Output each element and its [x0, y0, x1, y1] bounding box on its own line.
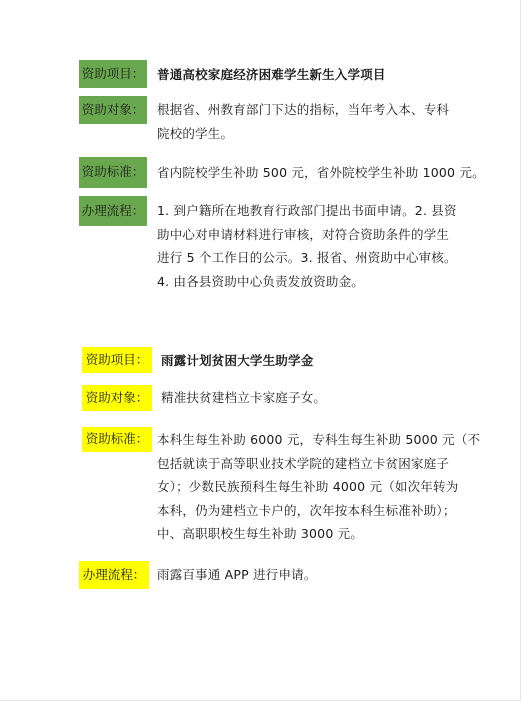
section1-target-line: 根据省、州教育部门下达的指标，当年考入本、专科 — [157, 102, 450, 117]
section2-process-label: 办理流程： — [79, 561, 149, 589]
section1-target-text — [157, 98, 449, 145]
section2-target-label: 资助对象： — [82, 385, 152, 411]
section1-project-label: 资助项目： — [79, 60, 147, 88]
section2-standard-label: 资助标准： — [82, 427, 152, 452]
section2-target-text: 精准扶贫建档立卡家庭子女。 — [161, 390, 327, 405]
section1-target-line: 院校的学生。 — [157, 125, 234, 141]
section1-process-text — [157, 199, 457, 293]
section1-project-name: 普通高校家庭经济困难学生新生入学项目 — [157, 67, 386, 82]
section2-standard-line: 女）；少数民族预科生每生补助 4000 元（如次年转为 — [157, 479, 459, 494]
section1-process-line: 1. 到户籍所在地教育行政部门提出书面申请。2. 县资 — [157, 203, 457, 218]
section2-project-label: 资助项目： — [82, 347, 152, 373]
section1-process-line: 助中心对申请材料进行审核，对符合资助条件的学生 — [157, 226, 450, 242]
section1-target-label: 资助对象： — [79, 96, 147, 124]
section2-standard-line: 包括就读于高等职业技术学院的建档立卡贫困家庭子 — [157, 455, 450, 471]
section1-process-label: 办理流程： — [79, 196, 147, 226]
section2-standard-text — [157, 428, 480, 546]
section1-process-line: 进行 5 个工作日的公示。3. 报省、州资助中心审核。 — [157, 250, 457, 265]
section2-project-name: 雨露计划贫困大学生助学金 — [161, 353, 314, 368]
section2-standard-line: 中、高职职校生每生补助 3000 元。 — [157, 526, 364, 541]
section1-standard-label: 资助标准： — [79, 157, 147, 188]
section2-standard-line: 本科，仍为建档立卡户的，次年按本科生标准补助）； — [157, 502, 456, 518]
section2-standard-line: 本科生每生补助 6000 元，专科生每生补助 5000 元（不 — [157, 432, 481, 447]
section2-process-text: 雨露百事通 APP 进行申请。 — [157, 567, 317, 582]
section1-process-line: 4. 由各县资助中心负责发放资助金。 — [157, 273, 365, 289]
section1-standard-text: 省内院校学生补助 500 元，省外院校学生补助 1000 元。 — [157, 165, 485, 180]
